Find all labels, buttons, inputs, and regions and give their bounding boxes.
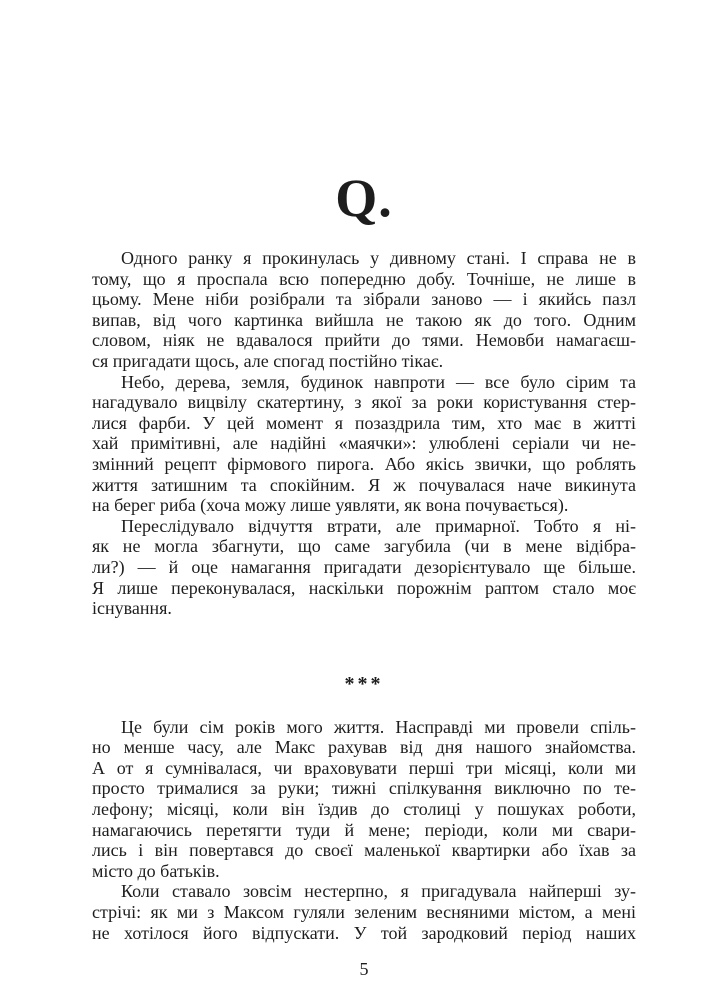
chapter-heading: Q. [335,168,393,228]
paragraph [92,516,636,619]
paragraph [92,881,636,943]
text-line: просто трималися за руки; тижні спілкування виключно по те- [92,778,636,799]
text-line: ли?) — й оце намагання пригадати дезорієнтувало ще більше. [92,556,636,577]
text-line: життя затишним та спокійним. Я ж почувалася наче викинута [92,474,636,495]
paragraph [92,372,636,516]
text-line: ся пригадати щось, але спогад постійно тікає. [92,350,444,371]
text-line: змінний рецепт фірмового пирога. Або якісь звички, що роблять [92,453,636,474]
text-line: місто до батьків. [92,860,220,881]
page-number: 5 [359,959,369,980]
text-line: хай примітивні, але надійні «маячки»: улюблені серіали чи не- [92,433,636,454]
text-line: як не могла збагнути, що саме загубила (чи в мене відібра- [92,536,636,557]
text-line: Небо, дерева, земля, будинок навпроти — все було сірим та [121,371,636,392]
book-page [92,0,636,979]
paragraph [92,717,636,882]
text-line: лефону; місяці, коли він їздив до столиці у пошуках роботи, [92,799,636,820]
text-line: лися фарби. У цей момент я позаздрила тим, хто має в житті [92,412,636,433]
paragraph [92,248,636,372]
text-line: намагаючись перетягти туди й мене; періоди, коли ми свари- [92,819,636,840]
page-text [92,248,636,943]
text-line: не хотілося його відпускати. У той зародковий період наших [92,922,636,943]
text-line: А от я сумнівалася, чи враховувати перші три місяці, коли ми [92,757,636,778]
text-line: Переслідувало відчуття втрати, але примарної. Тобто я ні- [121,515,636,536]
text-line: на берег риба (хоча можу лише уявляти, як вона почувається). [92,495,569,516]
text-line: Я лише переконувалася, наскільки порожнім раптом стало моє [92,577,636,598]
text-line: випав, від чого картинка вийшла не такою як до того. Одним [92,309,636,330]
text-line: лись і він повертався до своєї маленької квартирки або їхав за [92,840,636,861]
text-line: тому, що я проспала всю попередню добу. Точніше, не лише в [92,268,636,289]
text-line: но менше часу, але Макс рахував від дня нашого знайомства. [92,737,636,758]
text-line: нагадувало вицвілу скатертину, з якої за роки користування стер- [92,392,636,413]
text-line: словом, ніяк не вдавалося прийти до тями. Немовби намагаєш- [92,330,636,351]
text-line: стрічі: як ми з Максом гуляли зеленим весняними містом, а мені [92,902,636,923]
text-line: Одного ранку я прокинулась у дивному стані. І справа не в [121,248,636,268]
text-line: Коли ставало зовсім нестерпно, я пригадувала найперші зу- [121,881,636,902]
text-line: існування. [92,598,172,619]
section-separator: *** [344,672,384,695]
text-line: Це були сім років мого життя. Насправді ми провели спіль- [121,716,636,737]
text-line: цьому. Мене ніби розібрали та зібрали заново — і якийсь пазл [92,289,636,310]
